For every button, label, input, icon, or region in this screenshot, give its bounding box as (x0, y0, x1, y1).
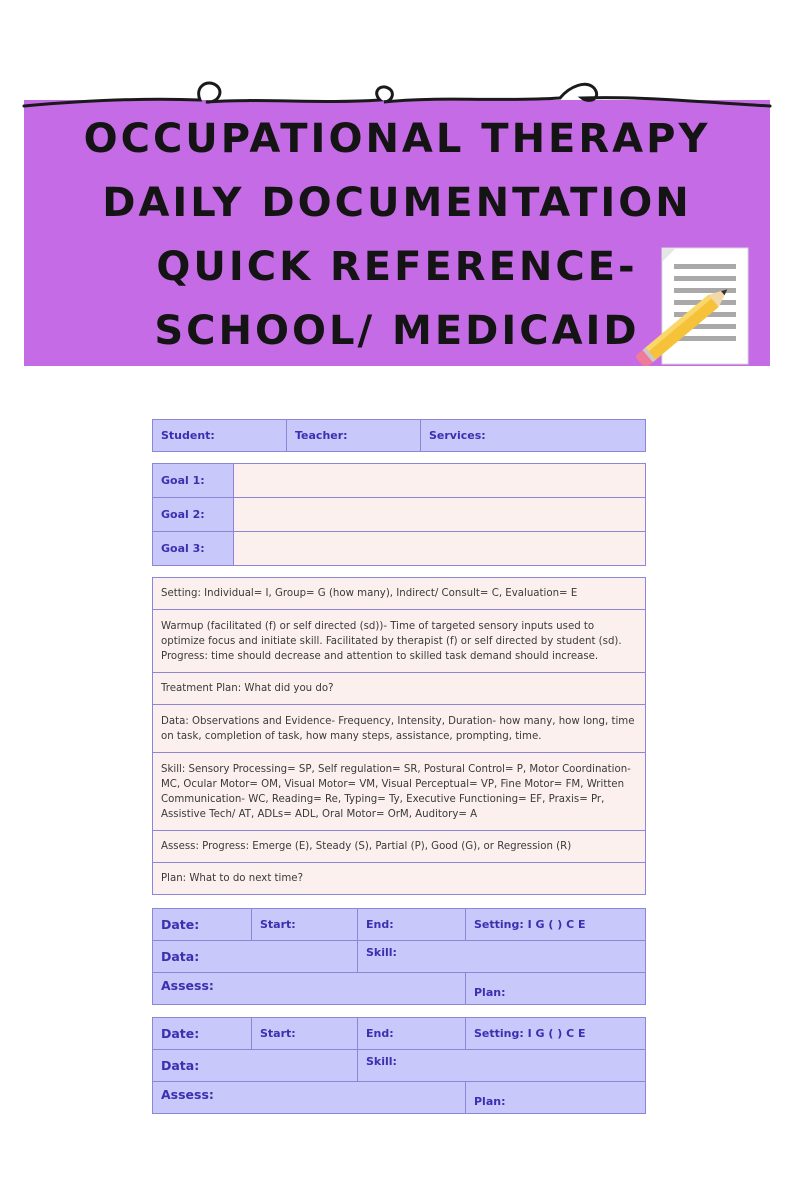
date-field[interactable]: Date: (153, 1018, 252, 1050)
session-table-2 (152, 1017, 646, 1114)
data-field[interactable]: Data: (153, 941, 358, 973)
reference-assess: Assess: Progress: Emerge (E), Steady (S), Partial (P), Good (G), or Regression (R) (153, 831, 646, 863)
reference-setting: Setting: Individual= I, Group= G (how many), Indirect/ Consult= C, Evaluation= E (153, 578, 646, 610)
services-field[interactable]: Services: (421, 420, 646, 452)
goals-table (152, 463, 646, 566)
goal-2-label: Goal 2: (153, 498, 234, 532)
student-field[interactable]: Student: (153, 420, 287, 452)
reference-skill: Skill: Sensory Processing= SP, Self regulation= SR, Postural Control= P, Motor Coordination- MC, Ocular Motor= OM, Visual Motor= VM, Visual Perceptual= VP, Fine Motor= FM, Written Communication- WC, Reading= Re, Typing= Ty, Executive Functioning= EF, Praxis= Pr, Assistive Tech/ AT, ADLs= ADL, Oral Motor= OrM, Auditory= A (153, 753, 646, 831)
start-field[interactable]: Start: (252, 909, 358, 941)
reference-table (152, 577, 646, 895)
title-line-1: OCCUPATIONAL THERAPY (83, 116, 711, 162)
setting-field[interactable]: Setting: I G ( ) C E (466, 909, 646, 941)
assess-field[interactable]: Assess: (153, 973, 466, 1005)
date-field[interactable]: Date: (153, 909, 252, 941)
reference-data: Data: Observations and Evidence- Frequency, Intensity, Duration- how many, how long, time on task, completion of task, how many steps, assistance, prompting, time. (153, 705, 646, 753)
end-field[interactable]: End: (358, 909, 466, 941)
goal-3-field[interactable] (234, 532, 646, 566)
plan-field[interactable]: Plan: (466, 973, 646, 1005)
end-field[interactable]: End: (358, 1018, 466, 1050)
skill-field[interactable]: Skill: (358, 941, 646, 973)
start-field[interactable]: Start: (252, 1018, 358, 1050)
data-field[interactable]: Data: (153, 1050, 358, 1082)
goal-2-field[interactable] (234, 498, 646, 532)
assess-field[interactable]: Assess: (153, 1082, 466, 1114)
plan-field[interactable]: Plan: (466, 1082, 646, 1114)
title-line-2: DAILY DOCUMENTATION (102, 180, 692, 226)
document-pencil-icon (636, 244, 754, 366)
reference-warmup: Warmup (facilitated (f) or self directed (sd))- Time of targeted sensory inputs used to optimize focus and initiate skill. Facilitated by therapist (f) or self directed by student (sd). Progress: time should decrease and attention to skilled task demand should increase. (153, 610, 646, 673)
title-line-4: SCHOOL/ MEDICAID (154, 308, 640, 354)
skill-field[interactable]: Skill: (358, 1050, 646, 1082)
goal-1-field[interactable] (234, 464, 646, 498)
goal-3-label: Goal 3: (153, 532, 234, 566)
info-table (152, 419, 646, 452)
setting-field[interactable]: Setting: I G ( ) C E (466, 1018, 646, 1050)
teacher-field[interactable]: Teacher: (287, 420, 421, 452)
goal-1-label: Goal 1: (153, 464, 234, 498)
reference-treatment-plan: Treatment Plan: What did you do? (153, 673, 646, 705)
reference-plan: Plan: What to do next time? (153, 863, 646, 895)
title-line-3: QUICK REFERENCE- (156, 244, 638, 290)
session-table-1 (152, 908, 646, 1005)
